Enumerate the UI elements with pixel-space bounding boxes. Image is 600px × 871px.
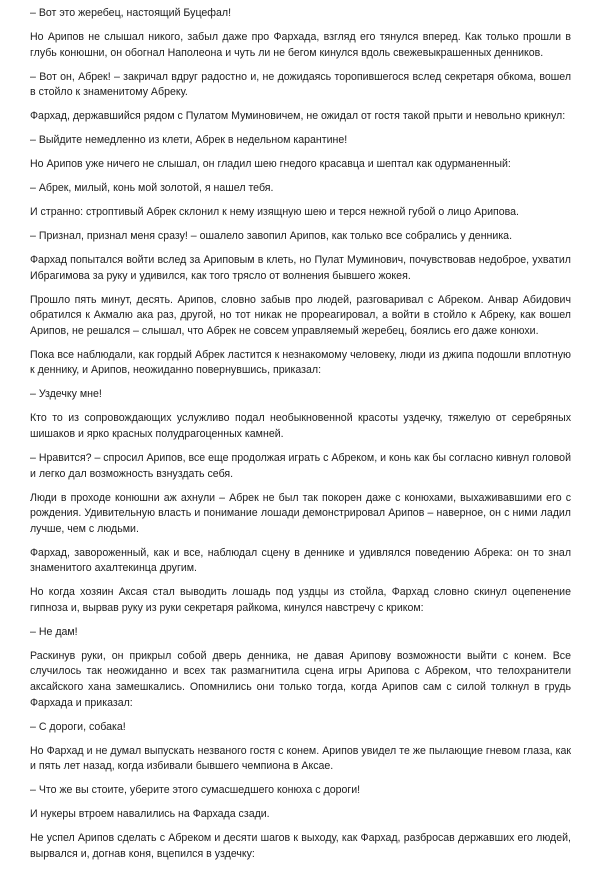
paragraph-6: Но Арипов уже ничего не слышал, он гладил шею гнедого красавца и шептал как одурманенный: xyxy=(30,158,511,171)
paragraph-10: Фархад попытался войти вслед за Ариповым в клеть, но Пулат Муминович, почувствовав недоброе, ухватил Ибрагимова за руку и удивился, как того трясло от волнения бывшего жокея. xyxy=(30,254,571,282)
book-page xyxy=(30,6,571,871)
paragraph-13: – Уздечку мне! xyxy=(30,388,102,401)
paragraph-1: – Вот это жеребец, настоящий Буцефал! xyxy=(30,7,232,19)
paragraph-23: – Что же вы стоите, уберите этого сумасшедшего конюха с дороги! xyxy=(30,784,361,797)
paragraph-4: Фархад, державшийся рядом с Пулатом Муминовичем, не ожидал от гостя такой прыти и невольно крикнул: xyxy=(30,110,566,123)
paragraph-3: – Вот он, Абрек! – закричал вдруг радостно и, не дожидаясь торопившегося вслед секретаря обкома, вошел в стойло к знаменитому Абреку. xyxy=(30,70,571,99)
paragraph-11: Прошло пять минут, десять. Арипов, словно забыв про людей, разговаривал с Абреком. Анвар Абидович обратился к Акмалю ака раз, другой, но тот никак не прореагировал, а войти в стойло к Абреку, как вошел Арипов, не решался – слышал, что Абрек не совсем управляемый жеребец, боялись его даже конюхи. xyxy=(30,293,571,337)
paragraph-16: Люди в проходе конюшни аж ахнули – Абрек не был так покорен даже с конюхами, выхаживавшими его с рождения. Удивительную власть и понимание лошади демонстрировал Арипов – наверное, он с ними ладил лучше, чем с людьми. xyxy=(30,491,571,535)
paragraph-15: – Нравится? – спросил Арипов, все еще продолжая играть с Абреком, и конь как бы согласно кивнул головой и легко дал возможность взнуздать себя. xyxy=(30,451,571,480)
paragraph-14: Кто то из сопровождающих услужливо подал необыкновенной красоты уздечку, тяжелую от серебряных шишаков и ярко красных полудрагоценных камней. xyxy=(30,412,571,440)
paragraph-18: Но когда хозяин Аксая стал выводить лошадь под уздцы из стойла, Фархад словно скинул оцепенение гипноза и, вырвав руку из руки секретаря райкома, кинулся навстречу с криком: xyxy=(30,586,571,614)
paragraph-7: – Абрек, милый, конь мой золотой, я нашел тебя. xyxy=(30,182,274,195)
paragraph-17: Фархад, завороженный, как и все, наблюдал сцену в деннике и удивлялся поведению Абрека: он то знал знаменитого ахалтекинца другим. xyxy=(30,546,571,575)
paragraph-12: Пока все наблюдали, как гордый Абрек ластится к незнакомому человеку, люди из джипа подошли вплотную к деннику, и Арипов, неожиданно повернувшись, приказал: xyxy=(30,348,571,377)
paragraph-22: Но Фархад и не думал выпускать незваного гостя с конем. Арипов увидел те же пылающие гневом глаза, как и пять лет назад, когда избивали бывшего чемпиона в Аксае. xyxy=(30,744,571,773)
paragraph-19: – Не дам! xyxy=(30,625,78,638)
paragraph-20: Раскинув руки, он прикрыл собой дверь денника, не давая Арипову возможности выйти с конем. Все случилось так неожиданно и всех так размагнитила сцена игры Арипова с Абреком, что телохранители аксайского хана замешкались. Опомнились они только тогда, когда Арипов сам с силой толкнул в грудь Фархада и приказал: xyxy=(30,649,571,709)
paragraph-25: Не успел Арипов сделать с Абреком и десяти шагов к выходу, как Фархад, разбросав державших его людей, вырвался и, догнав коня, вцепился в уздечку: xyxy=(30,832,571,860)
paragraph-24: И нукеры втроем навалились на Фархада сзади. xyxy=(30,808,270,821)
paragraph-2: Но Арипов не слышал никого, забыл даже про Фархада, взгляд его тянулся вперед. Как только прошли в глубь конюшни, он обогнал Наполеона и чуть ли не бегом кинулся вдоль свежевыкрашенных денников. xyxy=(30,30,571,59)
paragraph-8: И странно: строптивый Абрек склонил к нему изящную шею и терся нежной губой о лицо Арипова. xyxy=(30,206,519,219)
paragraph-21: – С дороги, собака! xyxy=(30,720,126,733)
paragraph-9: – Признал, признал меня сразу! – ошалело завопил Арипов, как только все собрались у денника. xyxy=(30,230,513,243)
paragraph-5: – Выйдите немедленно из клети, Абрек в недельном карантине! xyxy=(30,134,348,147)
